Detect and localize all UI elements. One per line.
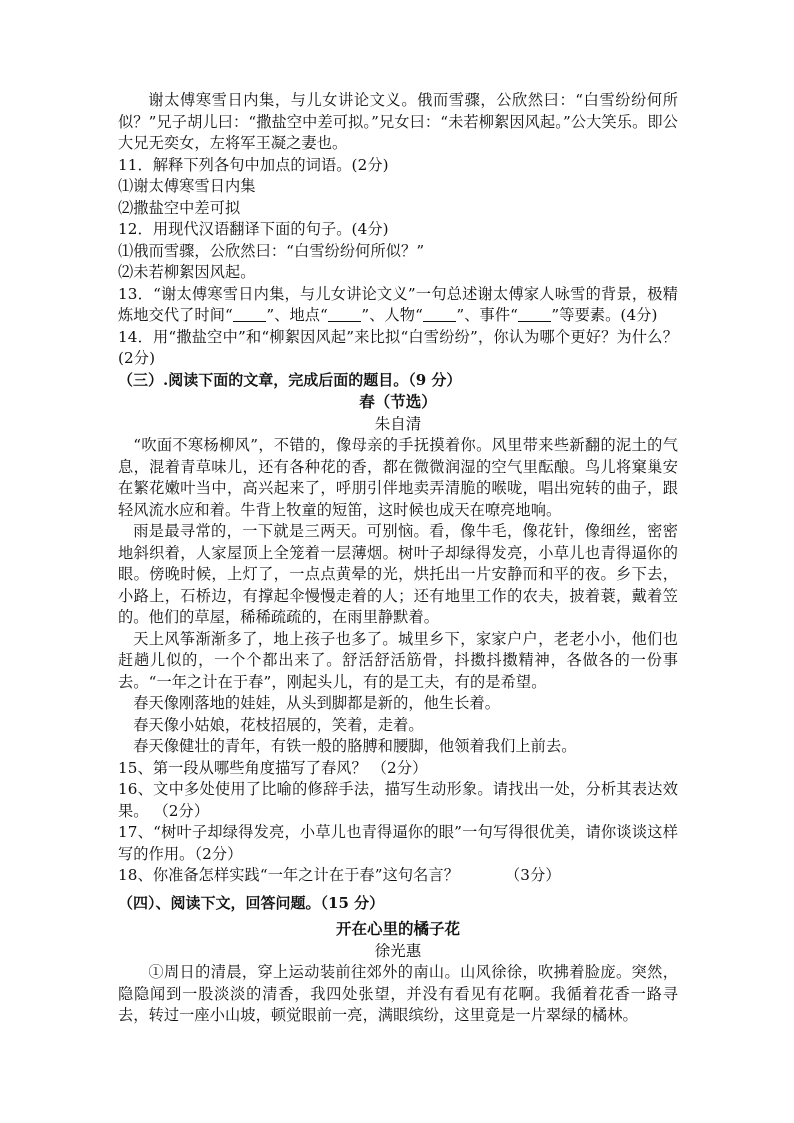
document-page [118,90,678,1027]
orange-paragraph-1: ①周日的清晨，穿上运动装前往郊外的南山。山风徐徐，吹拂着脸庞。突然，隐隐闻到一股淡淡的清香，我四处张望，并没有看见有花啊。我循着花香一路寻去，转过一座小山坡，顿觉眼前一亮，满眼缤纷，这里竟是一片翠绿的橘林。 [118,963,678,1024]
question-13-text-a: 13．“谢太傅寒雪日内集，与儿女讲论文义”一句总述谢太傅家人咏雪的背景，极精炼地交代了时间“ [118,284,678,324]
answer-blank-place[interactable] [328,306,361,322]
question-12: 12．用现代汉语翻译下面的句子。(4分) [118,220,389,238]
section-3-heading: （三）.阅读下面的文章，完成后面的题目。（9 分） [118,370,462,389]
section-4-author: 徐光惠 [374,942,422,960]
question-13-text-d: ”、事件“ [456,306,518,324]
spring-paragraph-4: 春天像刚落地的娃娃，从头到脚都是新的，他生长着。 [133,694,501,712]
question-13-text-b: ”、地点“ [266,306,328,324]
section-3-author: 朱自清 [374,415,422,433]
answer-blank-time[interactable] [233,306,266,322]
question-13-text-e: ”等要素。(4分) [551,306,658,324]
section-4-heading: （四）、阅读下文，回答问题。（15 分） [118,893,385,912]
spring-paragraph-1: “吹面不寒杨柳风”，不错的，像母亲的手抚摸着你。风里带来些新翻的泥土的气息，混着青草味儿，还有各种花的香，都在微微润湿的空气里酝酿。鸟儿将窠巢安在繁花嫩叶当中，高兴起来了，呼朋引伴地卖弄清脆的喉咙，唱出宛转的曲子，跟轻风流水应和着。牛背上牧童的短笛，这时候也成天在嘹亮地响。 [118,436,678,519]
question-18-score: （3分） [505,866,561,884]
answer-blank-people[interactable] [423,306,456,322]
question-16: 16、文中多处使用了比喻的修辞手法，描写生动形象。请找出一处，分析其表达效果。 （2分） [118,780,678,820]
question-11-item-1: ⑴谢太傅寒雪日内集 [118,177,256,195]
question-18 [118,865,678,887]
section-3-title: 春（节选） [359,392,437,411]
classical-passage: 谢太傅寒雪日内集，与儿女讲论文义。俄而雪骤，公欣然曰：“白雪纷纷何所似？”兄子胡儿曰：“撒盐空中差可拟。”兄女曰：“未若柳絮因风起。”公大笑乐。即公大兄无奕女，左将军王凝之妻也。 [118,91,678,152]
question-13 [118,284,678,327]
question-13-text-c: ”、人物“ [361,306,423,324]
question-18-text: 18、你准备怎样实践“一年之计在于春”这句名言？ [118,866,460,884]
spring-paragraph-2: 雨是最寻常的，一下就是三两天。可别恼。看，像牛毛，像花针，像细丝，密密地斜织着，人家屋顶上全笼着一层薄烟。树叶子却绿得发亮，小草儿也青得逼你的眼。傍晚时候，上灯了，一点点黄晕的光，烘托出一片安静而和平的夜。乡下去，小路上，石桥边，有撑起伞慢慢走着的人；还有地里工作的农夫，披着蓑，戴着笠的。他们的草屋，稀稀疏疏的，在雨里静默着。 [118,522,678,626]
question-12-item-1: ⑴俄而雪骤，公欣然曰：“白雪纷纷何所似？” [118,241,425,260]
spring-paragraph-6: 春天像健壮的青年，有铁一般的胳膊和腰脚，他领着我们上前去。 [133,737,577,755]
answer-blank-event[interactable] [518,306,551,322]
question-12-item-2: ⑵未若柳絮因风起。 [118,263,256,281]
spring-paragraph-5: 春天像小姑娘，花枝招展的，笑着，走着。 [133,715,424,734]
question-14: 14．用“撒盐空中”和“柳絮因风起”来比拟“白雪纷纷”，你认为哪个更好？为什么？(2分) [118,327,678,367]
question-11-item-2: ⑵撒盐空中差可拟 [118,198,241,217]
question-17: 17、“树叶子却绿得发亮，小草儿也青得逼你的眼”一句写得很优美，请你谈谈这样写的作用。（2分） [118,823,678,863]
spring-paragraph-3: 天上风筝渐渐多了，地上孩子也多了。城里乡下，家家户户，老老小小，他们也赶趟儿似的，一个个都出来了。舒活舒活筋骨，抖擞抖擞精神，各做各的一份事去。“一年之计在于春”，刚起头儿，有的是工夫，有的是希望。 [118,629,678,691]
question-15: 15、第一段从哪些角度描写了春风？ （2分） [118,758,428,777]
question-11: 11．解释下列各句中加点的词语。(2分) [118,155,389,174]
section-4-title: 开在心里的橘子花 [335,919,460,938]
